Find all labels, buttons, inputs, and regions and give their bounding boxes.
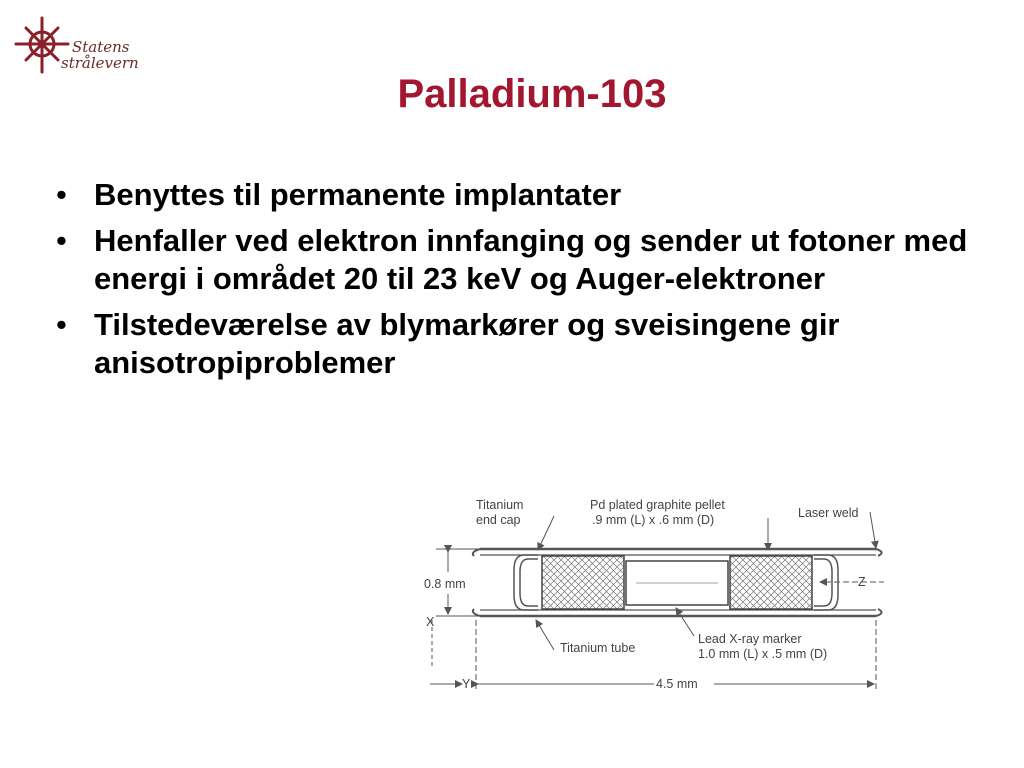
bullet-text: Henfaller ved elektron innfanging og sender ut fotoner med energi i området 20 til 23 keV og Auger-elektroner <box>94 223 968 296</box>
slide-title: Palladium-103 <box>397 72 667 116</box>
bullet-icon: • <box>56 307 67 342</box>
bullet-list <box>56 176 986 390</box>
bullet-icon: • <box>56 223 67 258</box>
bullet-text: Tilstedeværelse av blymarkører og sveisingene gir anisotropiproblemer <box>94 307 840 380</box>
label-length: 4.5 mm <box>656 677 698 691</box>
label-marker-2: 1.0 mm (L) x .5 mm (D) <box>698 647 828 661</box>
bullet-item <box>56 222 986 298</box>
bullet-item <box>56 176 986 214</box>
logo-text-line2: strålevern <box>61 54 139 72</box>
label-pellet-2: .9 mm (L) x .6 mm (D) <box>592 513 715 527</box>
pellet-left <box>542 556 624 609</box>
pd103-seed-diagram <box>414 490 884 692</box>
label-diameter: 0.8 mm <box>424 577 466 591</box>
statens-stralevern-logo <box>14 14 144 78</box>
label-pellet-1: Pd plated graphite pellet <box>590 498 725 512</box>
label-y-axis: Y <box>462 677 471 691</box>
bullet-icon: • <box>56 177 67 212</box>
label-laser-weld: Laser weld <box>798 506 859 520</box>
label-end-cap-2: end cap <box>476 513 521 527</box>
label-z-axis: Z <box>858 575 866 589</box>
label-tube: Titanium tube <box>560 641 636 655</box>
label-marker-1: Lead X-ray marker <box>698 632 802 646</box>
label-end-cap-1: Titanium <box>476 498 524 512</box>
bullet-text: Benyttes til permanente implantater <box>94 177 622 212</box>
bullet-item <box>56 306 986 382</box>
label-x-axis: X <box>426 615 435 629</box>
logo-text-line1: Statens <box>72 38 130 56</box>
pellet-right <box>730 556 812 609</box>
